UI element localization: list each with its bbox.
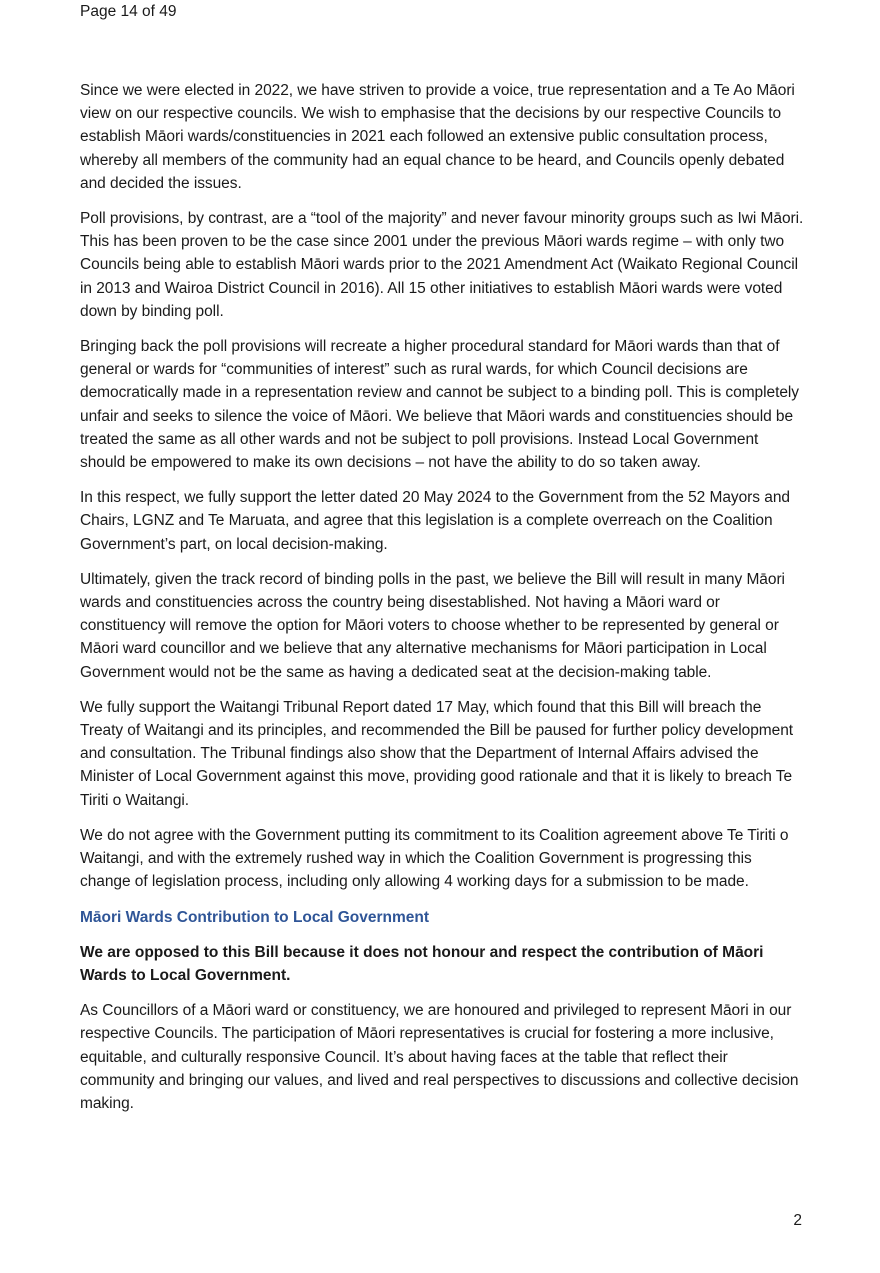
paragraph-councillors-contribution: As Councillors of a Māori ward or constituency, we are honoured and privileged to represent Māori in our respective Councils. The participation of Māori representatives is crucial for fostering a more inclusive, equitable, and culturally responsive Council. It’s about having faces at the table that reflect their community and bringing our values, and lived and real perspectives to discussions and collective decision making. (80, 1002, 799, 1112)
paragraph-procedural-standard: Bringing back the poll provisions will recreate a higher procedural standard for Māori wards than that of general or wards for “communities of interest” such as rural wards, for which Council decisions are democratically made in a representation review and cannot be subject to a binding poll. This is completely unfair and seeks to silence the voice of Māori. We believe that Māori wards and constituencies should be treated the same as all other wards and not be subject to poll provisions. Instead Local Government should be empowered to make its own decisions – not have the ability to do so taken away. (80, 338, 800, 472)
paragraph-coalition-agreement: We do not agree with the Government putting its commitment to its Coalition agreement above Te Tiriti o Waitangi, and with the extremely rushed way in which the Coalition Government is progressing this change of legislation process, including only allowing 4 working days for a submission to be made. (80, 826, 789, 891)
paragraph-disestablishment: Ultimately, given the track record of binding polls in the past, we believe the Bill will result in many Māori wards and constituencies across the country being disestablished. Not having a Māori ward or constituency will remove the option for Māori voters to choose whether to be represented by general or Māori ward councillor and we believe that any alternative mechanisms for Māori participation in Local Government would not be the same as having a dedicated seat at the decision-making table. (80, 570, 785, 681)
paragraph-election-representation: Since we were elected in 2022, we have striven to provide a voice, true representation and a Te Ao Māori view on our respective councils. We wish to emphasise that the decisions by our respective Councils to establish Māori wards/constituencies in 2021 each followed an extensive public consultation process, whereby all members of the community had an equal chance to be heard, and Councils openly debated and decided the issues. (80, 82, 795, 192)
section-heading: Māori Wards Contribution to Local Government (80, 908, 430, 926)
page-header: Page 14 of 49 (80, 3, 177, 20)
bold-statement: We are opposed to this Bill because it does not honour and respect the contribution of Māori Wards to Local Government. (80, 943, 764, 984)
paragraph-waitangi-tribunal: We fully support the Waitangi Tribunal Report dated 17 May, which found that this Bill will breach the Treaty of Waitangi and its principles, and recommended the Bill be paused for further policy development and consultation. The Tribunal findings also show that the Department of Internal Affairs advised the Minister of Local Government against this move, providing good rationale and that it is likely to breach Te Tiriti o Waitangi. (80, 698, 794, 809)
paragraph-poll-provisions: Poll provisions, by contrast, are a “tool of the majority” and never favour minority groups such as Iwi Māori. This has been proven to be the case since 2001 under the previous Māori wards regime – with only two Councils being able to establish Māori wards prior to the 2021 Amendment Act (Waikato Regional Council in 2013 and Wairoa District Council in 2016). All 15 other initiatives to establish Māori wards were voted down by binding poll. (80, 210, 804, 320)
document-body (80, 79, 804, 1127)
paragraph-mayors-letter: In this respect, we fully support the letter dated 20 May 2024 to the Government from the 52 Mayors and Chairs, LGNZ and Te Maruata, and agree that this legislation is a complete overreach on the Coalition Government’s part, on local decision-making. (80, 489, 790, 553)
page-number: 2 (793, 1212, 802, 1229)
